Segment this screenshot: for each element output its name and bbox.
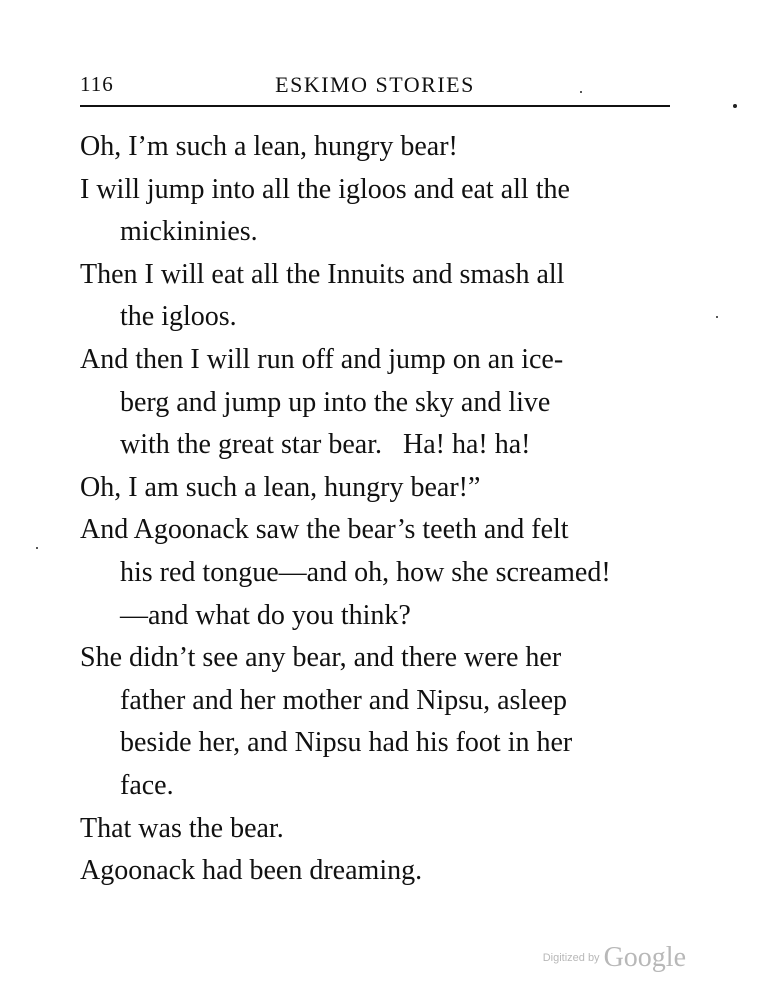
text-line: —and what do you think? xyxy=(120,599,411,631)
ink-speck xyxy=(36,547,38,549)
text-line: And then I will run off and jump on an ice- xyxy=(80,343,564,375)
ink-speck xyxy=(716,316,718,318)
text-line: That was the bear. xyxy=(80,812,284,844)
running-head: ESKIMO STORIES xyxy=(275,72,475,97)
text-line: Oh, I am such a lean, hungry bear!” xyxy=(80,471,481,503)
text-line: And Agoonack saw the bear’s teeth and felt xyxy=(80,514,569,546)
ink-speck xyxy=(733,104,737,108)
google-logo-text: Google xyxy=(603,942,686,973)
text-line: mickininies. xyxy=(120,216,258,248)
watermark-prefix: Digitized by xyxy=(542,952,600,964)
page-body xyxy=(80,126,680,893)
page-header xyxy=(80,72,670,102)
text-line: father and her mother and Nipsu, asleep xyxy=(120,684,568,716)
text-line: face. xyxy=(120,769,174,801)
text-line: with the great star bear. Ha! ha! ha! xyxy=(120,429,531,461)
text-line: Agoonack had been dreaming. xyxy=(80,855,423,887)
text-line: beside her, and Nipsu had his foot in her xyxy=(120,727,573,759)
text-line: I will jump into all the igloos and eat all the xyxy=(80,173,570,205)
text-line: his red tongue—and oh, how she screamed! xyxy=(120,556,611,588)
text-line: berg and jump up into the sky and live xyxy=(120,386,551,418)
text-line: Then I will eat all the Innuits and smash all xyxy=(80,258,565,290)
text-line: She didn’t see any bear, and there were her xyxy=(80,642,562,674)
text-line: Oh, I’m such a lean, hungry bear! xyxy=(80,131,458,162)
ink-speck xyxy=(580,91,582,93)
text-line: the igloos. xyxy=(120,301,237,333)
header-rule xyxy=(80,105,670,107)
digitized-watermark xyxy=(543,942,686,974)
page-number: 116 xyxy=(80,72,114,96)
